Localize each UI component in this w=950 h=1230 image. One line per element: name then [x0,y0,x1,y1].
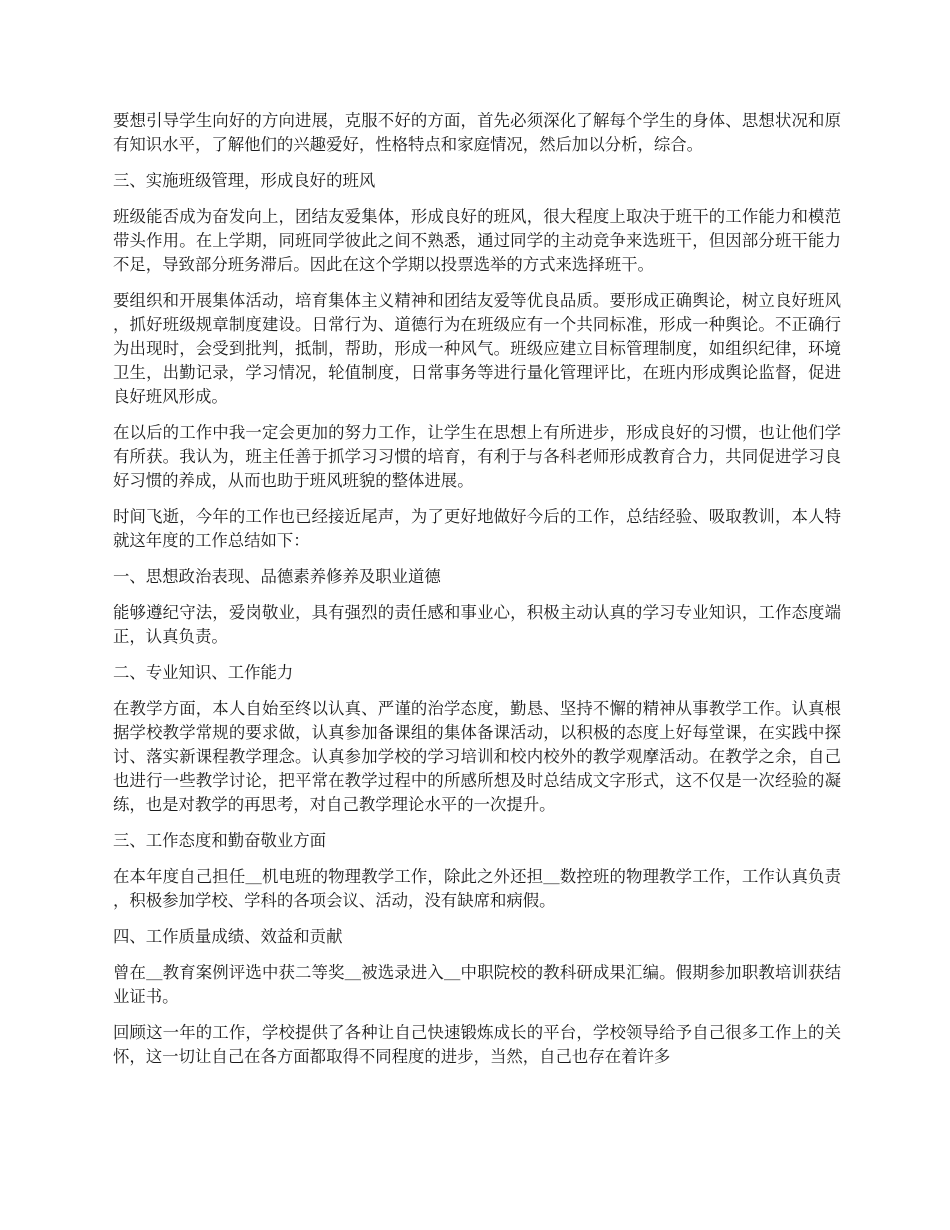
document-body [113,109,841,1081]
heading-achievements: 四、工作质量成绩、效益和贡献 [113,927,343,946]
heading-class-management: 三、实施班级管理，形成良好的班风 [113,171,376,190]
paragraph-collective-activities: 要组织和开展集体活动，培育集体主义精神和团结友爱等优良品质。要形成正确舆论，树立良好班风，抓好班级规章制度建设。日常行为、道德行为在班级应有一个共同标准，形成一种舆论。不正确行为出现时，会受到批判，抵制，帮助，形成一种风气。班级应建立目标管理制度，如组织纪律，环境卫生，出勤记录，学习情况，轮值制度，日常事务等进行量化管理评比，在班内形成舆论监督，促进良好班风形成。 [113,291,841,406]
paragraph-teaching: 在教学方面，本人自始至终以认真、严谨的治学态度，勤恳、坚持不懈的精神从事教学工作。认真根据学校教学常规的要求做，认真参加备课组的集体备课活动，以积极的态度上好每堂课，在实践中探讨、落实新课程教学理念。认真参加学校的学习培训和校内校外的教学观摩活动。在教学之余，自己也进行一些教学讨论，把平常在教学过程中的所感所想及时总结成文字形式，这不仅是一次经验的凝练，也是对教学的再思考，对自己教学理论水平的一次提升。 [113,699,841,814]
heading-political-ethics: 一、思想政治表现、品德素养修养及职业道德 [113,567,441,586]
paragraph-intro-understanding: 要想引导学生向好的方向进展，克服不好的方面，首先必须深化了解每个学生的身体、思想状况和原有知识水平，了解他们的兴趣爱好，性格特点和家庭情况，然后加以分析，综合。 [113,111,841,154]
heading-work-attitude: 三、工作态度和勤奋敬业方面 [113,831,327,850]
heading-professional-ability: 二、专业知识、工作能力 [113,663,294,682]
paragraph-review: 回顾这一年的工作，学校提供了各种让自己快速锻炼成长的平台，学校领导给予自己很多工作上的关怀，这一切让自己在各方面都取得不同程度的进步，当然，自己也存在着许多 [113,1023,841,1066]
paragraph-work-attitude: 在本年度自己担任＿机电班的物理教学工作，除此之外还担＿数控班的物理教学工作，工作认真负责，积极参加学校、学科的各项会议、活动，没有缺席和病假。 [113,867,841,910]
paragraph-achievements: 曾在＿教育案例评选中获二等奖＿被选录进入＿中职院校的教科研成果汇编。假期参加职教培训获结业证书。 [113,963,841,1006]
paragraph-future-work: 在以后的工作中我一定会更加的努力工作，让学生在思想上有所进步，形成良好的习惯，也让他们学有所获。我认为，班主任善于抓学习习惯的培育，有利于与各科老师形成教育合力，共同促进学习良好习惯的养成，从而也助于班风班貌的整体进展。 [113,423,841,490]
paragraph-class-cadre: 班级能否成为奋发向上，团结友爱集体，形成良好的班风，很大程度上取决于班干的工作能力和模范带头作用。在上学期，同班同学彼此之间不熟悉，通过同学的主动竞争来选班干，但因部分班干能力不足，导致部分班务滞后。因此在这个学期以投票选举的方式来选择班干。 [113,207,841,274]
paragraph-year-summary-intro: 时间飞逝，今年的工作也已经接近尾声，为了更好地做好今后的工作，总结经验、吸取教训，本人特就这年度的工作总结如下： [113,507,841,550]
paragraph-political-ethics: 能够遵纪守法，爱岗敬业，具有强烈的责任感和事业心，积极主动认真的学习专业知识，工作态度端正，认真负责。 [113,603,841,646]
